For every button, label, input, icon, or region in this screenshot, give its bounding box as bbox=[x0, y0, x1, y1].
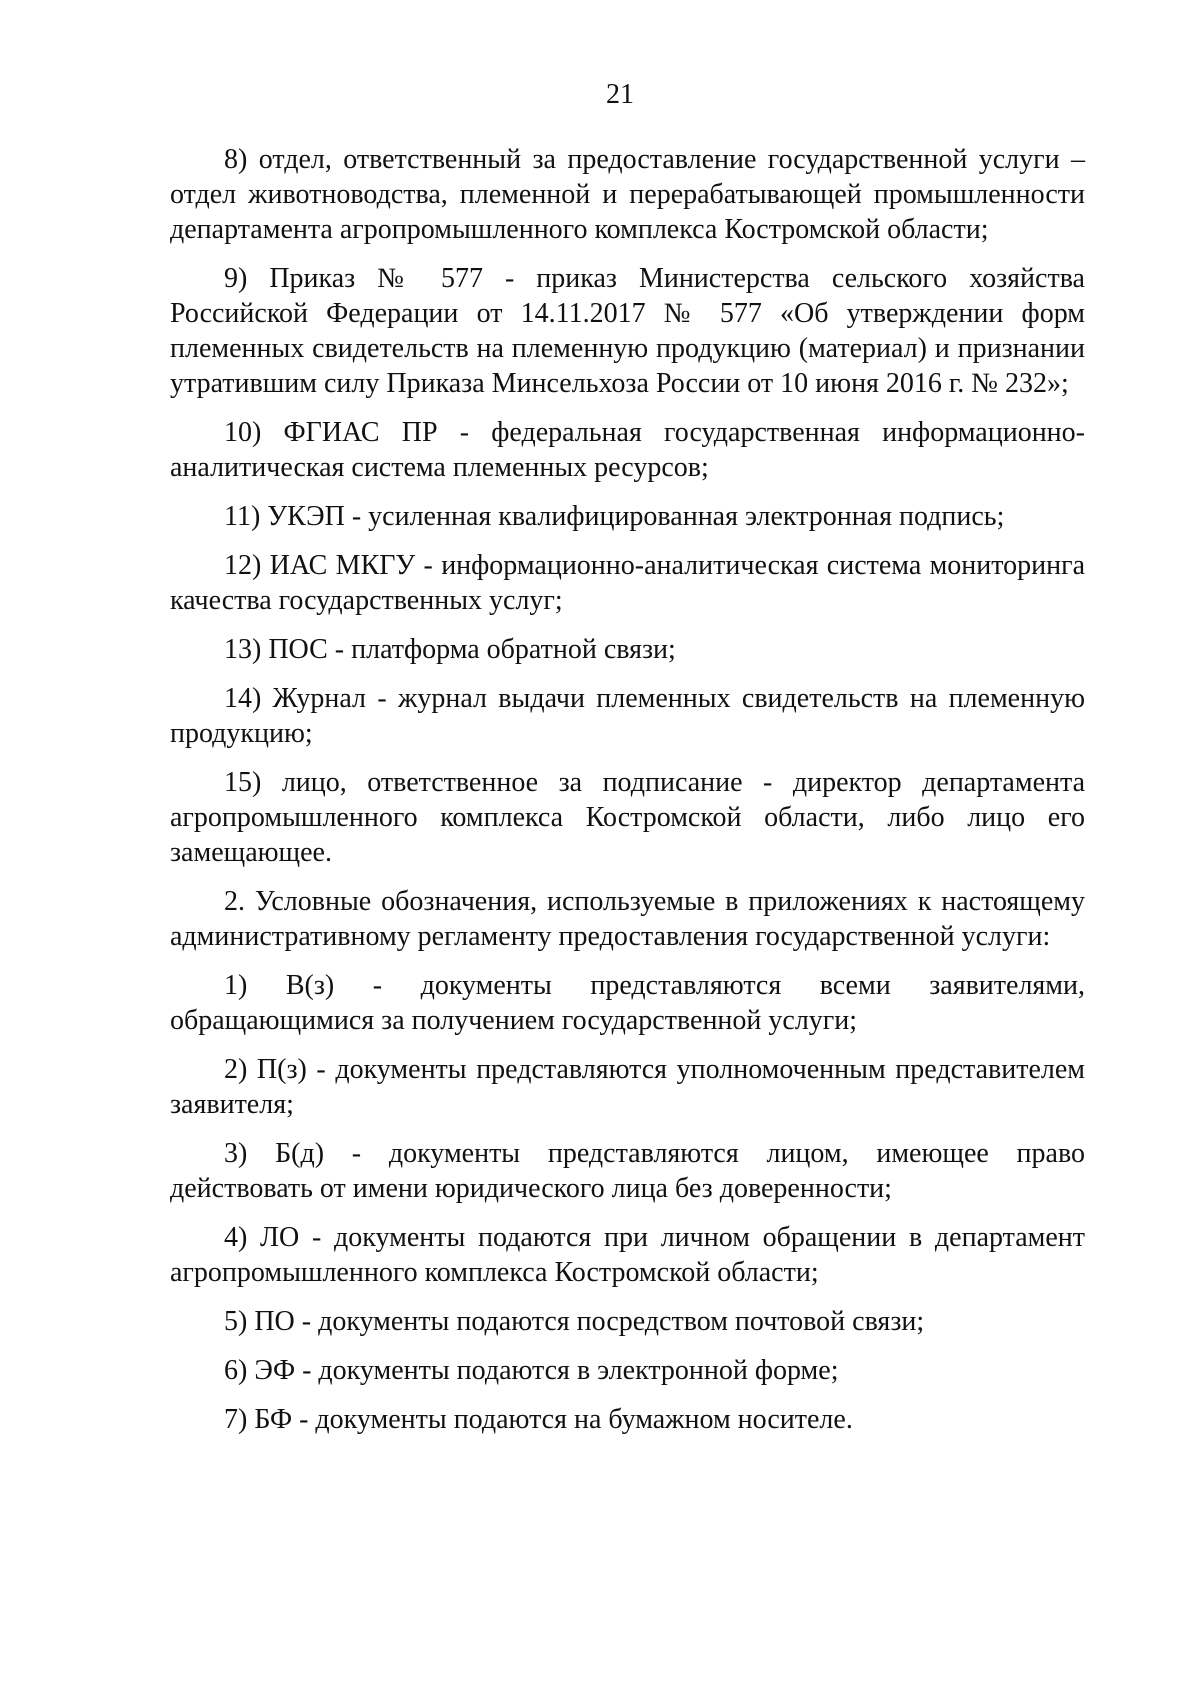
page-number: 21 bbox=[606, 79, 634, 110]
section-2-intro: 2. Условные обозначения, используемые в приложениях к настоящему административному регламенту предоставления государственной услуги: bbox=[170, 886, 1085, 952]
legend-item-6: 6) ЭФ - документы подаются в электронной форме; bbox=[224, 1355, 839, 1386]
definition-paragraph-13: 13) ПОС - платформа обратной связи; bbox=[224, 634, 676, 665]
definition-paragraph-9: 9) Приказ № 577 - приказ Министерства сельского хозяйства Российской Федерации от 14.11.2017 № 577 «Об утверждении форм племенных свидетельств на племенную продукцию (материал) и признании утратившим силу Приказа Минсельхоза России от 10 июня 2016 г. № 232»; bbox=[170, 263, 1085, 399]
definition-paragraph-8: 8) отдел, ответственный за предоставление государственной услуги – отдел животноводства, племенной и перерабатывающей промышленности департамента агропромышленного комплекса Костромской области; bbox=[170, 144, 1085, 245]
legend-item-3: 3) Б(д) - документы представляются лицом, имеющее право действовать от имени юридического лица без доверенности; bbox=[170, 1138, 1085, 1204]
legend-item-4: 4) ЛО - документы подаются при личном обращении в департамент агропромышленного комплекса Костромской области; bbox=[170, 1222, 1085, 1288]
legend-item-1: 1) В(з) - документы представляются всеми заявителями, обращающимися за получением государственной услуги; bbox=[170, 970, 1085, 1036]
definition-paragraph-12: 12) ИАС МКГУ - информационно-аналитическая система мониторинга качества государственных услуг; bbox=[170, 550, 1085, 616]
definition-paragraph-14: 14) Журнал - журнал выдачи племенных свидетельств на племенную продукцию; bbox=[170, 683, 1085, 749]
definition-paragraph-15: 15) лицо, ответственное за подписание - директор департамента агропромышленного комплекса Костромской области, либо лицо его замещающее. bbox=[170, 767, 1085, 868]
definition-paragraph-10: 10) ФГИАС ПР - федеральная государственная информационно-аналитическая система племенных ресурсов; bbox=[170, 417, 1085, 483]
legend-item-7: 7) БФ - документы подаются на бумажном носителе. bbox=[224, 1404, 853, 1435]
definition-paragraph-11: 11) УКЭП - усиленная квалифицированная электронная подпись; bbox=[224, 501, 1005, 532]
document-body bbox=[170, 142, 1085, 1451]
legend-item-2: 2) П(з) - документы представляются уполномоченным представителем заявителя; bbox=[170, 1054, 1085, 1120]
legend-item-5: 5) ПО - документы подаются посредством почтовой связи; bbox=[224, 1306, 925, 1337]
